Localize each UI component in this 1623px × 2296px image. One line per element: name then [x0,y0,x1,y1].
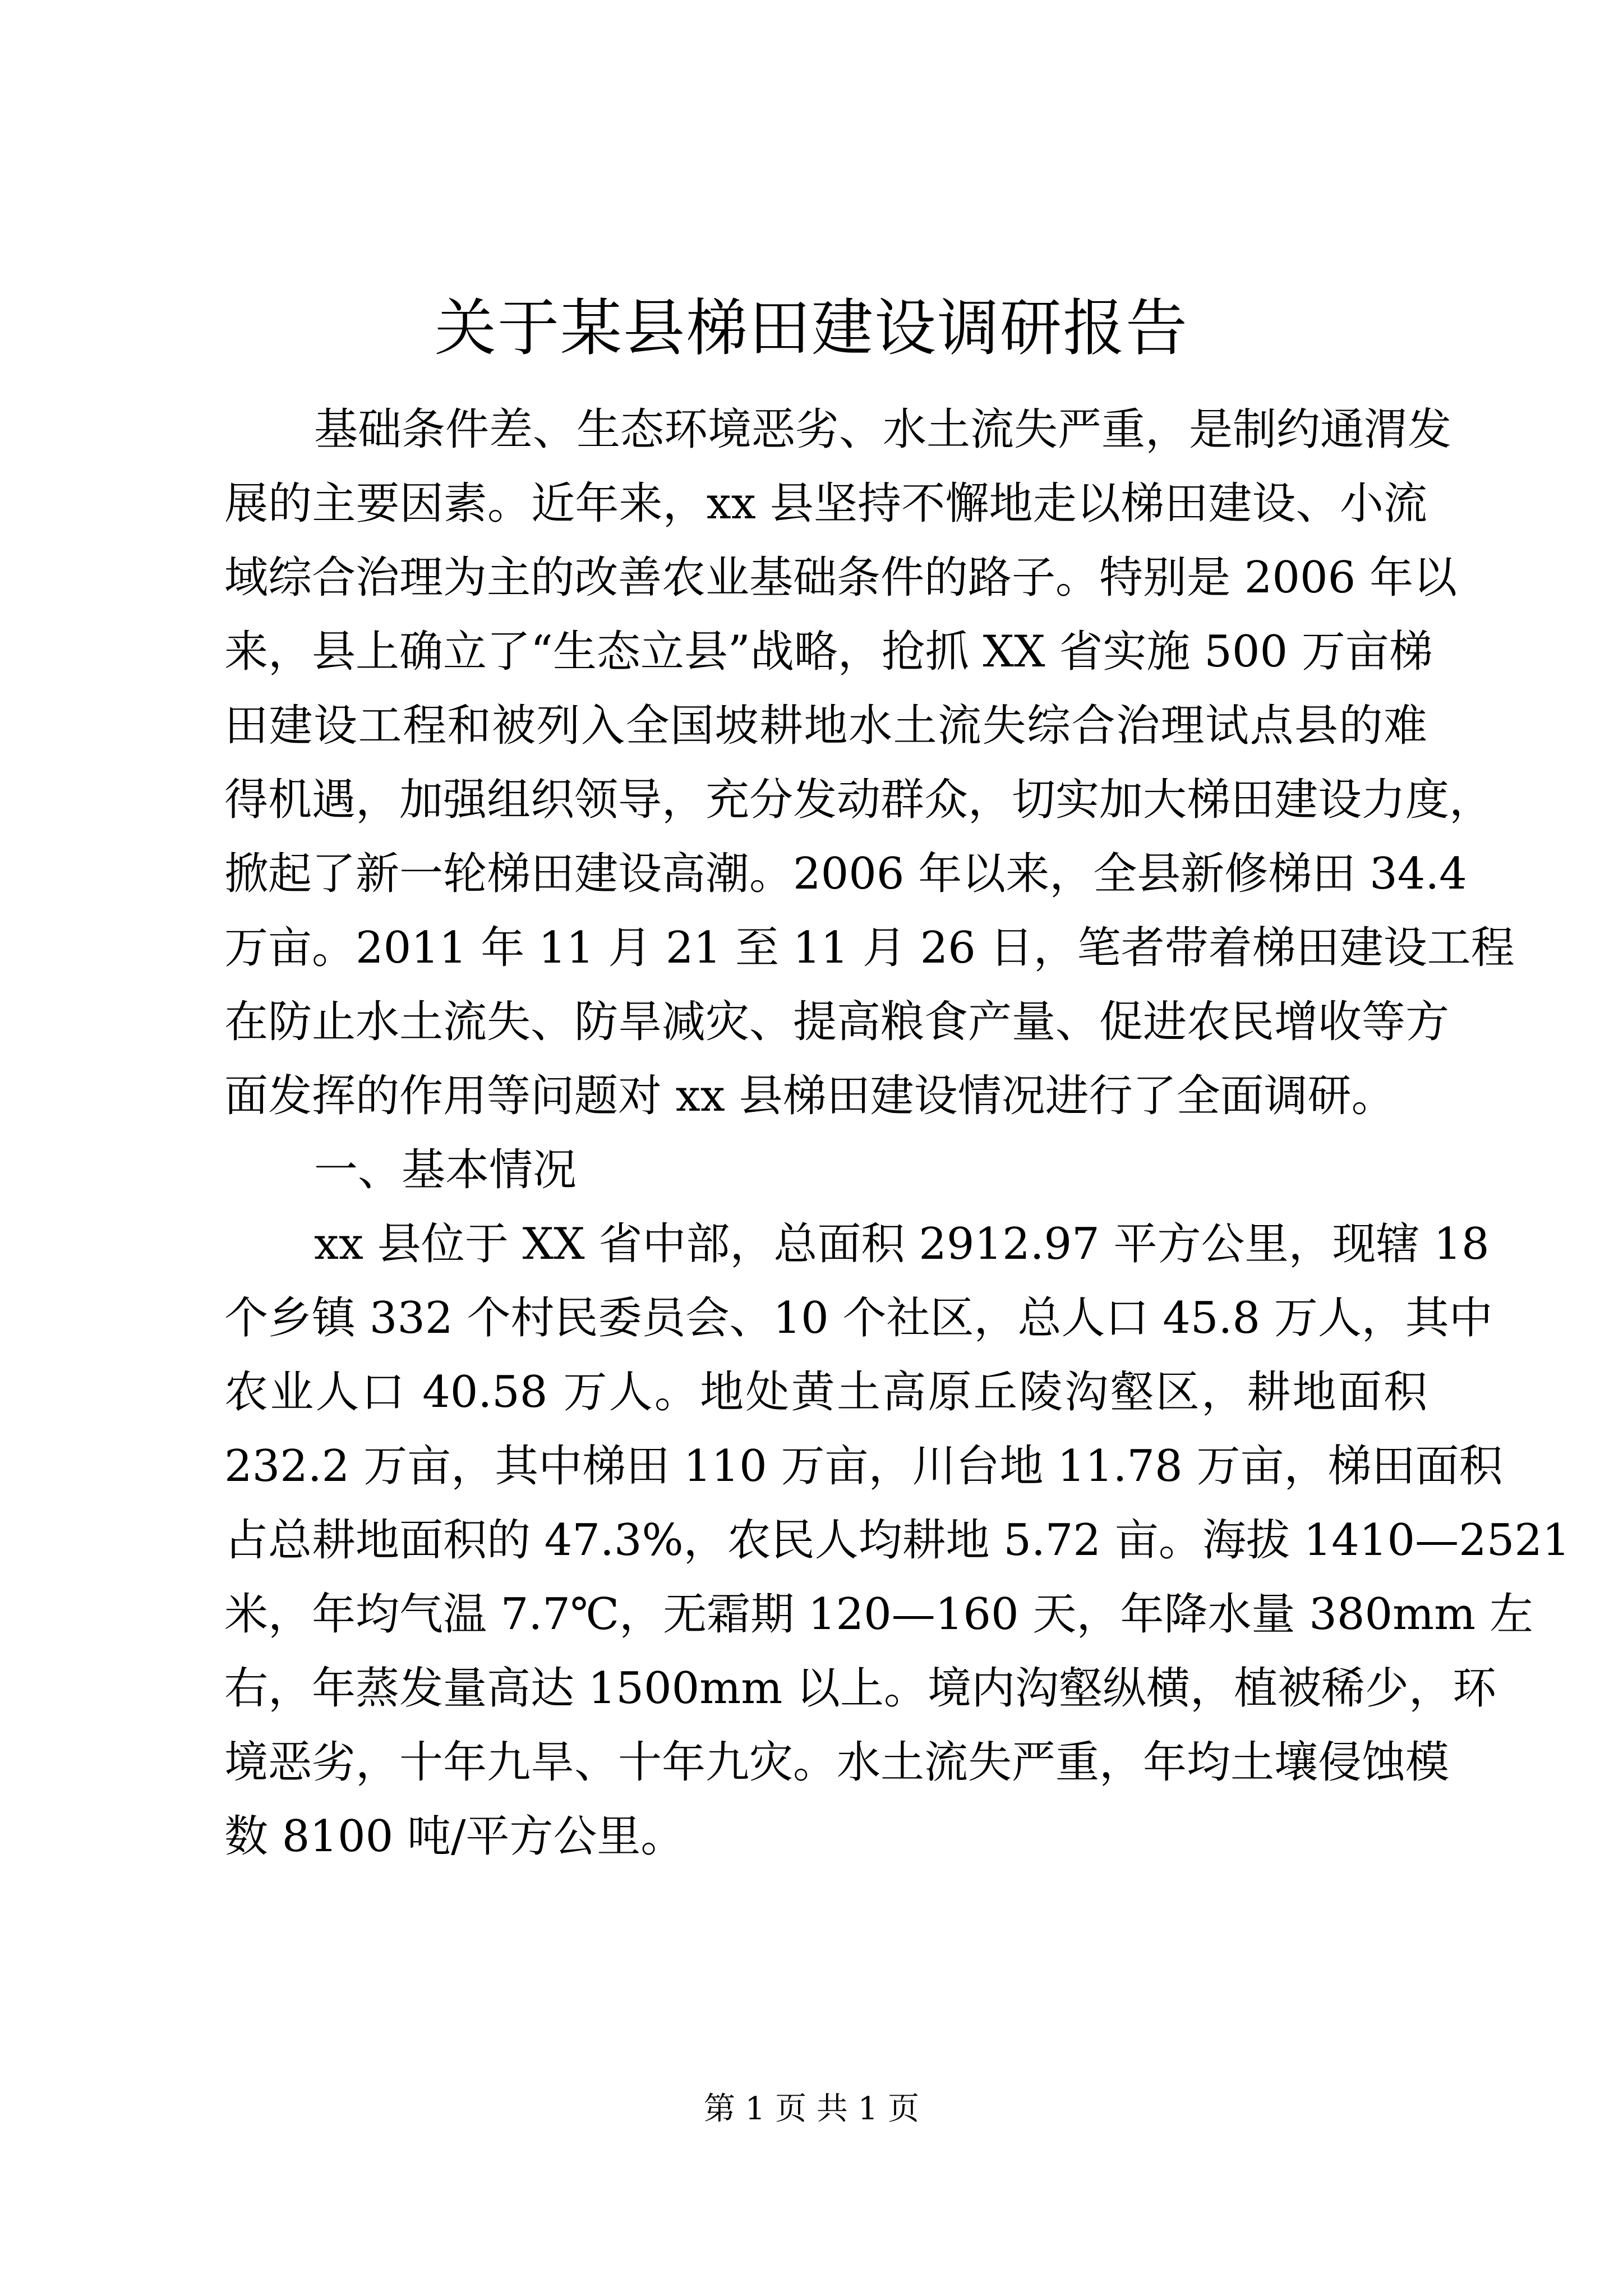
paragraph-intro [224,393,1515,1133]
text-line: 数 8100 吨/平方公里。 [224,1811,685,1862]
paragraph-basic-info [224,1207,1570,1874]
page-footer: 第 1 页 共 1 页 [703,2091,920,2127]
section-heading: 一、基本情况 [314,1145,577,1195]
text-line: 面发挥的作用等问题对 xx 县梯田建设情况进行了全面调研。 [224,1071,1395,1121]
text-line: 在防止水土流失、防旱减灾、提高粮食产量、促进农民增收等方 [224,997,1450,1047]
text-line: 域综合治理为主的改善农业基础条件的路子。特别是 2006 年以 [224,553,1458,603]
text-line: 田建设工程和被列入全国坡耕地水土流失综合治理试点县的难 [224,701,1427,751]
text-line: 得机遇，加强组织领导，充分发动群众，切实加大梯田建设力度， [224,775,1493,825]
text-line: xx 县位于 XX 省中部，总面积 2912.97 平方公里，现辖 18 [314,1219,1490,1269]
document-body [224,393,1570,1874]
text-line: 米，年均气温 7.7℃，无霜期 120—160 天，年降水量 380mm 左 [224,1589,1533,1640]
text-line: 232.2 万亩，其中梯田 110 万亩，川台地 11.78 万亩，梯田面积 [224,1441,1503,1492]
document-title: 关于某县梯田建设调研报告 [435,292,1188,364]
text-line: 占总耕地面积的 47.3%，农民人均耕地 5.72 亩。海拔 1410—2521 [224,1515,1570,1566]
text-line: 基础条件差、生态环境恶劣、水土流失严重，是制约通渭发 [314,404,1452,455]
text-line: 农业人口 40.58 万人。地处黄土高原丘陵沟壑区，耕地面积 [224,1367,1427,1418]
text-line: 万亩。2011 年 11 月 21 至 11 月 26 日，笔者带着梯田建设工程 [224,923,1515,973]
text-line: 个乡镇 332 个村民委员会、10 个社区，总人口 45.8 万人，其中 [224,1293,1493,1343]
text-line: 境恶劣，十年九旱、十年九灾。水土流失严重，年均土壤侵蚀模 [224,1737,1450,1788]
text-line: 掀起了新一轮梯田建设高潮。2006 年以来，全县新修梯田 34.4 [224,849,1467,899]
text-line: 右，年蒸发量高达 1500mm 以上。境内沟壑纵横，植被稀少，环 [224,1663,1497,1714]
text-line: 展的主要因素。近年来，xx 县坚持不懈地走以梯田建设、小流 [224,478,1427,529]
text-line: 来，县上确立了“生态立县”战略，抢抓 XX 省实施 500 万亩梯 [224,627,1433,677]
